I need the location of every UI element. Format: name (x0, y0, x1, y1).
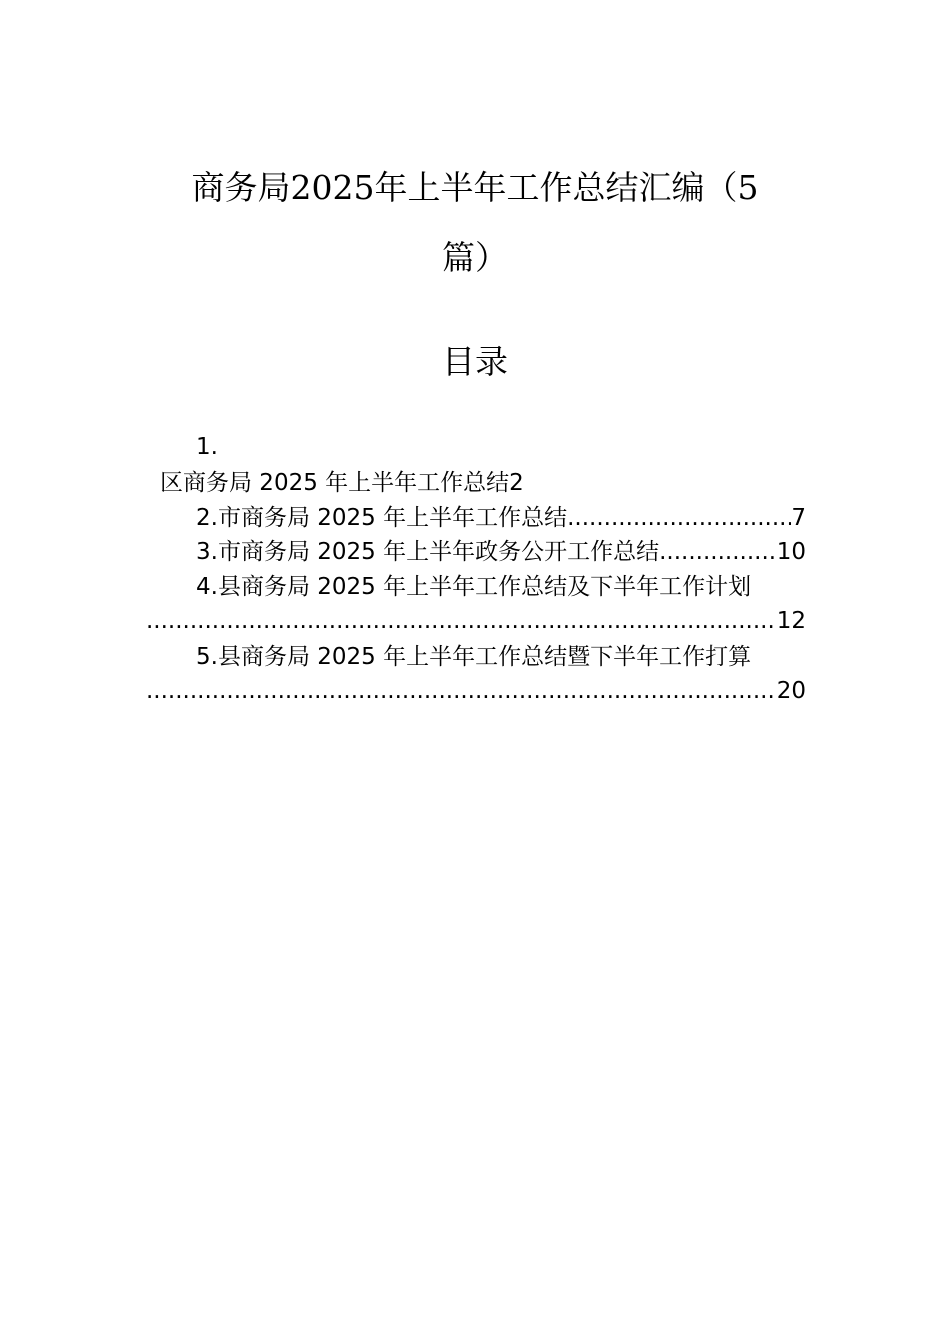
toc-entry-5-continuation (146, 674, 806, 708)
toc-entry-4[interactable] (196, 570, 751, 604)
title-year: 2025 (290, 168, 375, 207)
toc-entry-2[interactable] (196, 501, 806, 535)
toc-entry-3-label: 3.市商务局 2025 年上半年政务公开工作总结 (196, 539, 660, 565)
title-prefix: 商务局 (191, 168, 291, 207)
toc-entry-2-label: 2.市商务局 2025 年上半年工作总结 (196, 505, 568, 531)
toc-entry-4-leader (146, 604, 777, 638)
toc-entry-4-page: 12 (776, 608, 806, 634)
toc-entry-2-page: 7 (791, 505, 806, 531)
document-title (160, 153, 790, 293)
title-line2: 篇） (442, 238, 508, 277)
toc-entry-4-continuation (146, 604, 806, 638)
toc-entry-1-number: 1. (196, 434, 218, 460)
toc-entry-3-page: 10 (776, 539, 806, 565)
toc-entry-5-leader (146, 674, 777, 708)
toc-entry-1[interactable] (160, 466, 524, 500)
toc-entry-4-label: 4.县商务局 2025 年上半年工作总结及下半年工作计划 (196, 574, 752, 600)
toc-entry-3-leader (659, 535, 777, 569)
toc-entry-5[interactable] (196, 640, 751, 674)
toc-entry-5-page: 20 (776, 678, 806, 704)
toc-heading: 目录 (442, 342, 508, 381)
toc-entry-1-page: 2 (509, 470, 524, 496)
title-count: 5 (737, 168, 759, 207)
title-rest: 年上半年工作总结汇编（ (374, 168, 738, 207)
toc-entry-5-label: 5.县商务局 2025 年上半年工作总结暨下半年工作打算 (196, 644, 752, 670)
toc-entry-3[interactable] (196, 535, 806, 569)
toc-entry-1-label: 区商务局 2025 年上半年工作总结 (160, 470, 510, 496)
toc-entry-2-leader (567, 501, 791, 535)
